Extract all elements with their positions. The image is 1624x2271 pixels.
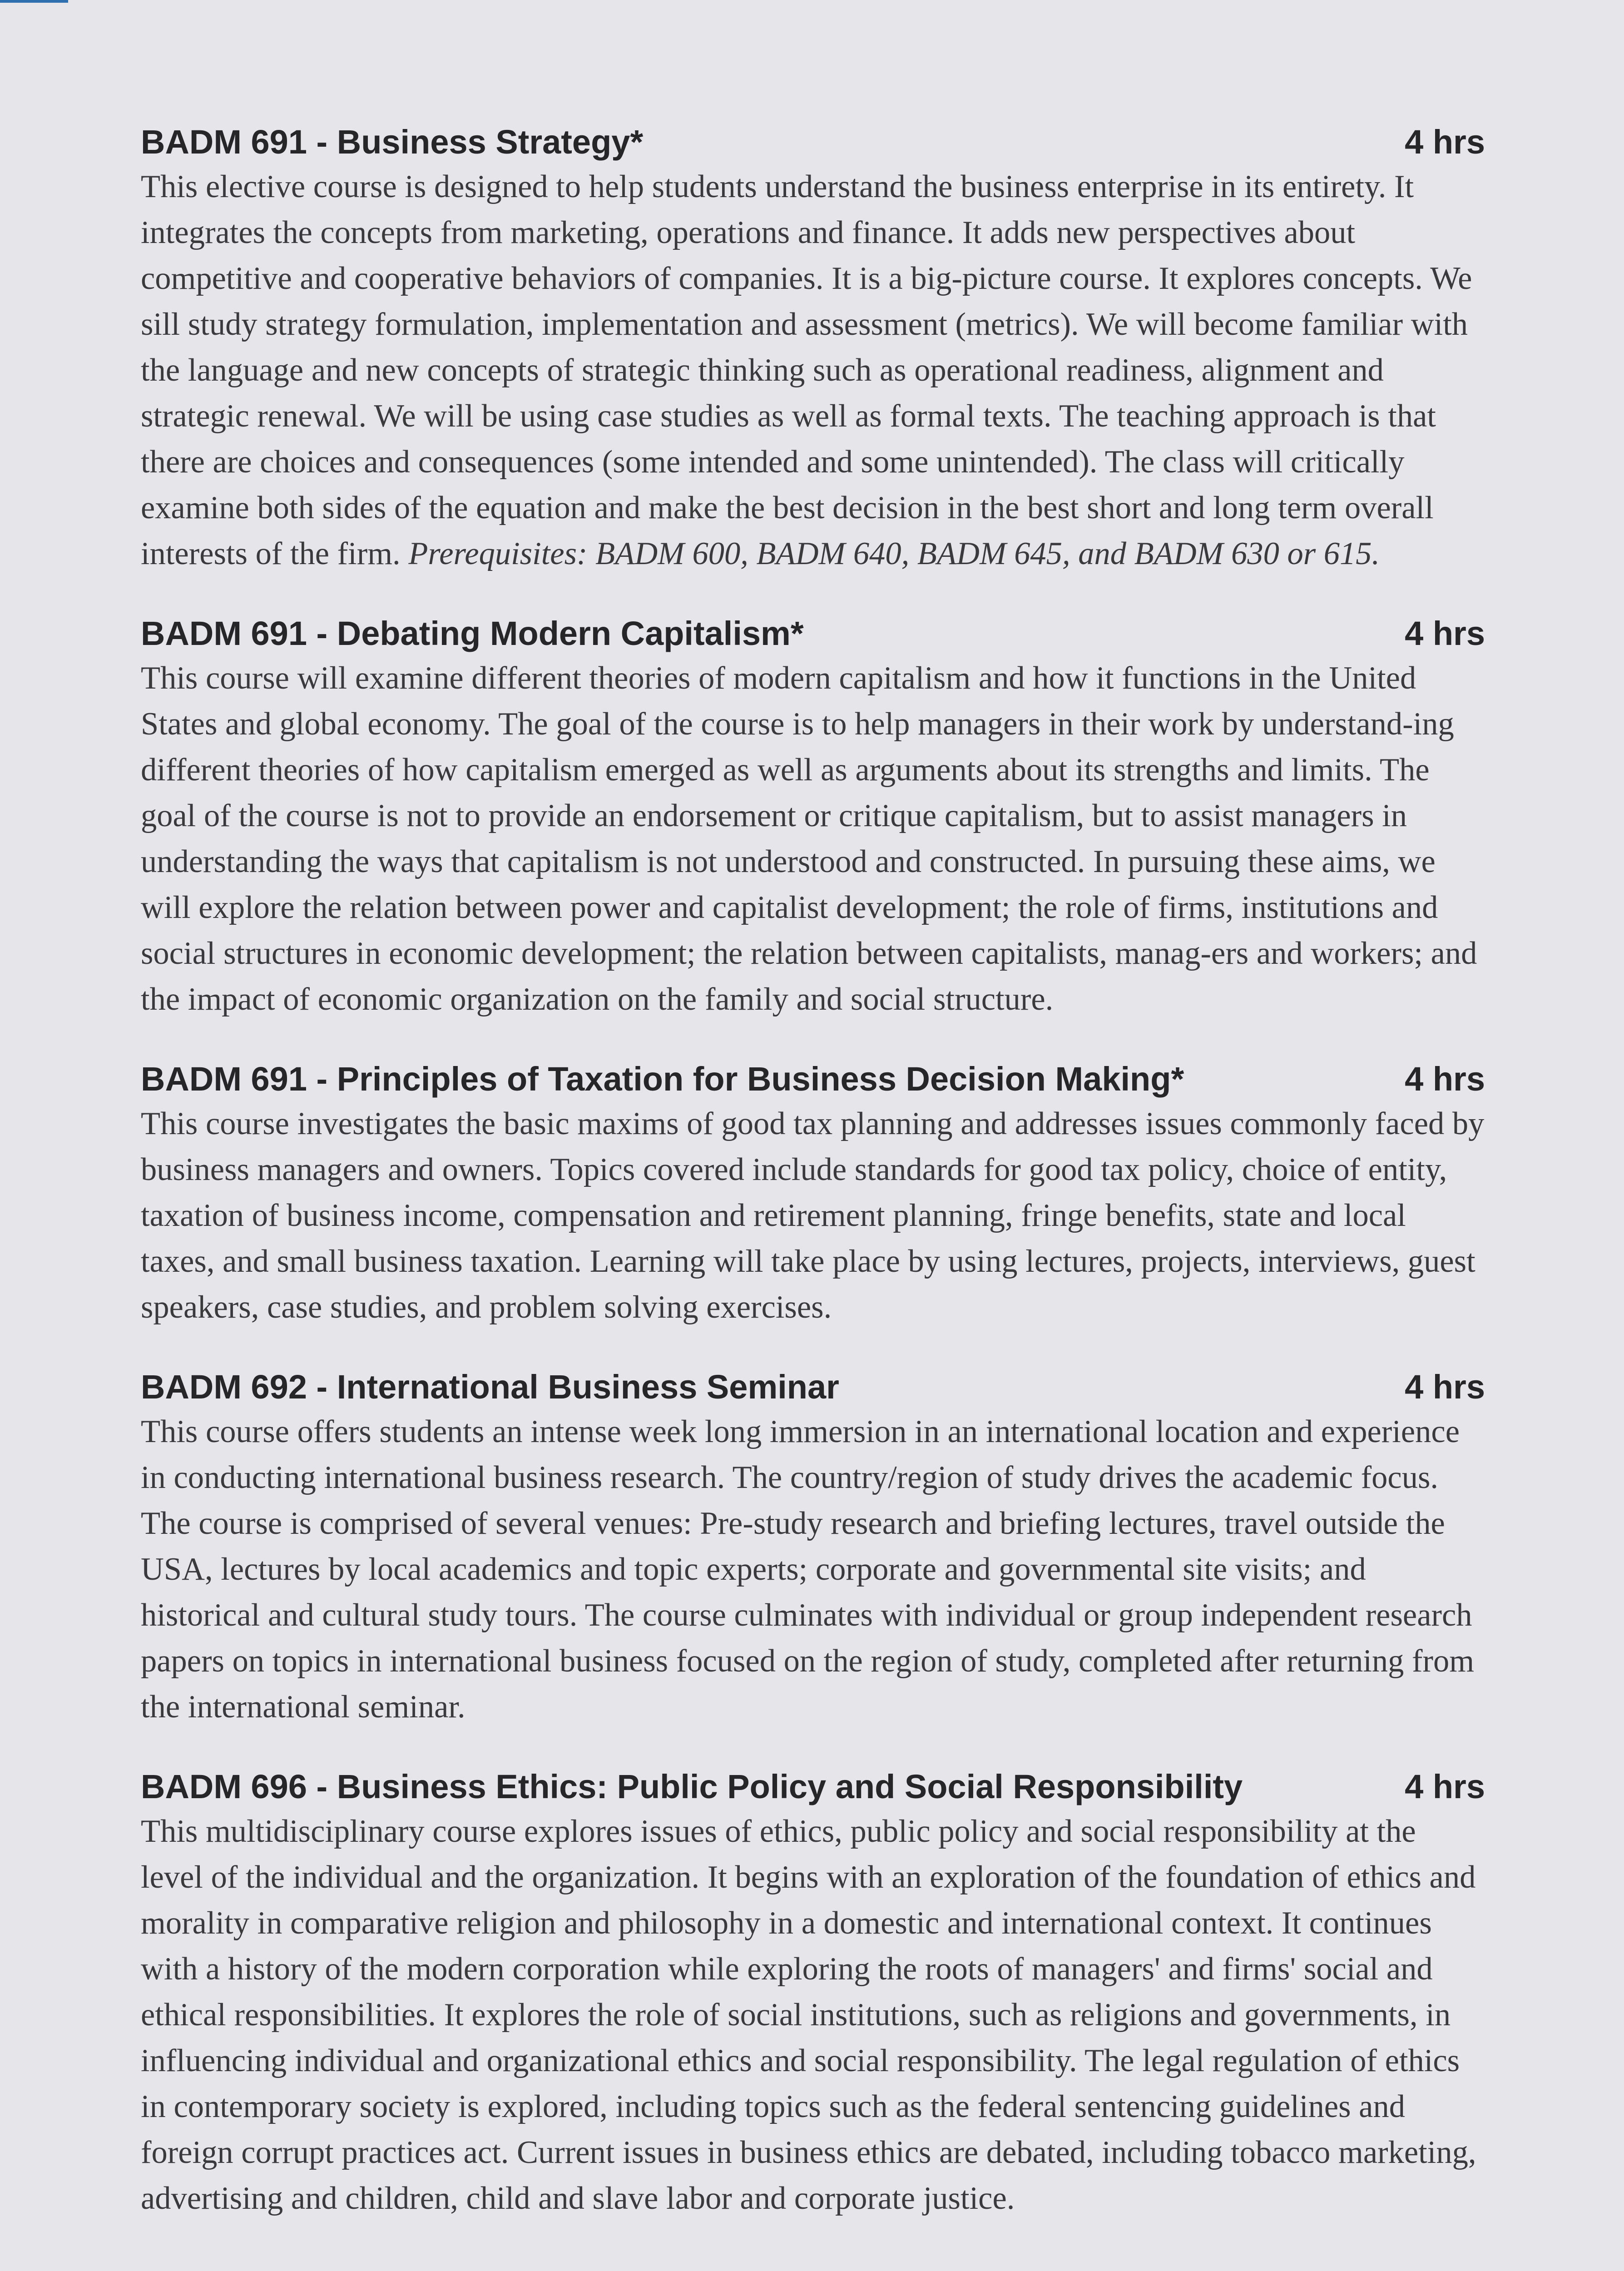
course-entry-business-ethics: [141, 1767, 1485, 2221]
course-hours: 4 hrs: [1405, 1768, 1485, 1806]
catalog-page: [141, 123, 1485, 2259]
course-title: BADM 691 - Debating Modern Capitalism*: [141, 615, 804, 653]
course-heading: [141, 614, 1485, 653]
course-description: This course investigates the basic maxims of good tax planning and addresses issues commonly faced by business managers and owners. Topics covered include standards for good tax policy, choice of entity, taxation of business income, compensation and retirement planning, fringe benefits, state and local taxes, and small business taxation. Learning will take place by using lectures, projects, interviews, guest speakers, case studies, and problem solving exercises.: [141, 1106, 1485, 1325]
course-title: BADM 691 - Business Strategy*: [141, 123, 644, 161]
course-title: BADM 696 - Business Ethics: Public Policy and Social Responsibility: [141, 1768, 1243, 1806]
course-description: This course will examine different theories of modern capitalism and how it functions in the United States and global economy. The goal of the course is to help managers in their work by understand-ing different theories of how capitalism emerged as well as arguments about its strengths and limits. The goal of the course is not to provide an endorsement or critique capitalism, but to assist managers in understanding the ways that capitalism is not understood and constructed. In pursuing these aims, we will explore the relation between power and capitalist development; the role of firms, institutions and social structures in economic development; the relation between capitalists, manag-ers and workers; and the impact of economic organization on the family and social structure.: [141, 660, 1477, 1017]
course-entry-debating-modern-capitalism: [141, 614, 1485, 1022]
course-hours: 4 hrs: [1405, 1368, 1485, 1406]
course-hours: 4 hrs: [1405, 615, 1485, 653]
course-hours: 4 hrs: [1405, 123, 1485, 161]
course-entry-international-business-seminar: [141, 1368, 1485, 1730]
course-description: This course offers students an intense week long immersion in an international location and experience in conducting international business research. The country/region of study drives the academic focus. The course is comprised of several venues: Pre-study research and briefing lectures, travel outside the USA, lectures by local academics and topic experts; corporate and governmental site visits; and historical and cultural study tours. The course culminates with individual or group independent research papers on topics in international business focused on the region of study, completed after returning from the international seminar.: [141, 1414, 1475, 1725]
course-hours: 4 hrs: [1405, 1060, 1485, 1098]
course-entry-business-strategy: [141, 123, 1485, 577]
course-title: BADM 692 - International Business Seminar: [141, 1368, 839, 1406]
course-heading: [141, 123, 1485, 161]
course-heading: [141, 1767, 1485, 1806]
course-description-text: This elective course is designed to help students understand the business enterprise in its entirety. It integrates the concepts from marketing, operations and finance. It adds new perspectives about competitive and cooperative behaviors of companies. It is a big-picture course. It explores concepts. We sill study strategy formulation, implementation and assessment (metrics). We will become familiar with the language and new concepts of strategic thinking such as operational readiness, alignment and strategic renewal. We will be using case studies as well as formal texts. The teaching approach is that there are choices and consequences (some intended and some unintended). The class will critically examine both sides of the equation and make the best decision in the best short and long term overall interests of the firm.: [141, 169, 1472, 572]
course-prerequisites: Prerequisites: BADM 600, BADM 640, BADM 645, and BADM 630 or 615.: [408, 536, 1380, 572]
course-description: This multidisciplinary course explores issues of ethics, public policy and social responsibility at the level of the individual and the organization. It begins with an exploration of the foundation of ethics and morality in comparative religion and philosophy in a domestic and international context. It continues with a history of the modern corporation while exploring the roots of managers' and firms' social and ethical responsibilities. It explores the role of social institutions, such as religions and governments, in influencing individual and organizational ethics and social responsibility. The legal regulation of ethics in contemporary society is explored, including topics such as the federal sentencing guidelines and foreign corrupt practices act. Current issues in business ethics are debated, including tobacco marketing, advertising and children, child and slave labor and corporate justice.: [141, 1814, 1476, 2216]
course-heading: [141, 1060, 1485, 1098]
corner-mark: [0, 0, 68, 3]
course-title: BADM 691 - Principles of Taxation for Business Decision Making*: [141, 1060, 1184, 1098]
course-description: [141, 164, 1485, 577]
course-entry-principles-of-taxation: [141, 1060, 1485, 1330]
course-heading: [141, 1368, 1485, 1406]
